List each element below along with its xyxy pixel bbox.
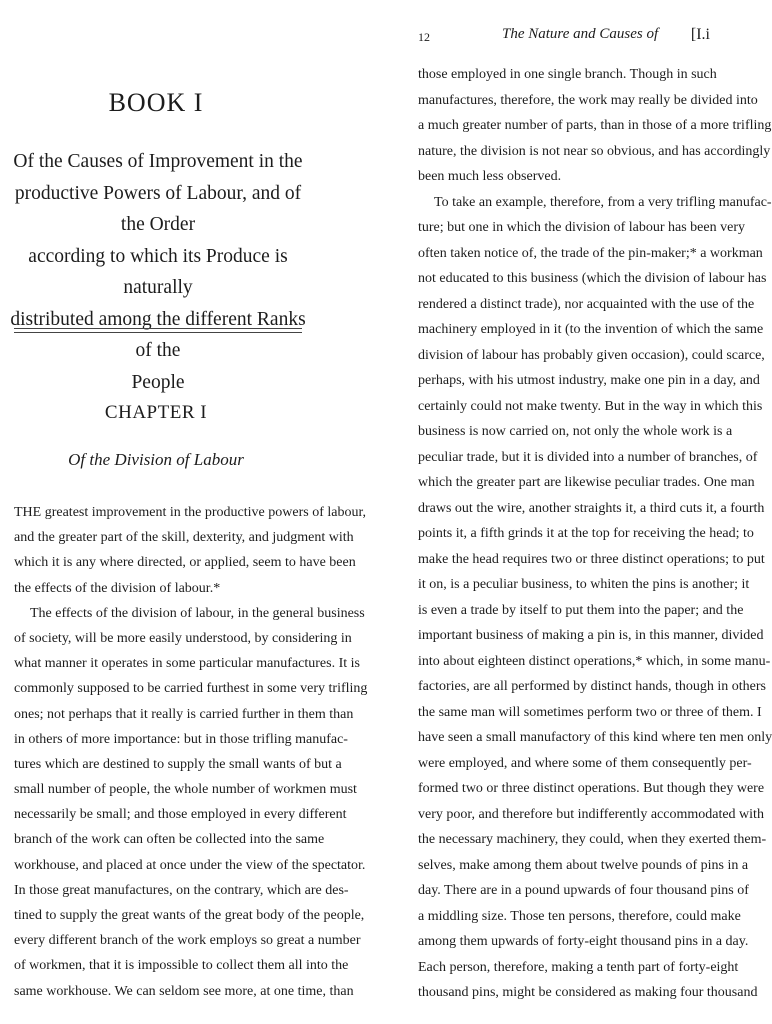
divider-rule	[14, 332, 302, 333]
text-line: To take an example, therefore, from a very trifling manufac-	[434, 194, 772, 210]
text-line: formed two or three distinct operations. But though they were	[418, 781, 765, 796]
book-subtitle-line: according to which its Produce is naturally	[28, 245, 288, 298]
book-subtitle-line: Of the Causes of Improvement in the	[13, 151, 303, 172]
text-line: make the head requires two or three distinct operations; to put	[418, 551, 765, 567]
book-subtitle-line: productive Powers of Labour, and of the Order	[14, 182, 302, 235]
text-line: Each person, therefore, making a tenth part of forty-eight	[418, 959, 739, 975]
text-line: manufactures, therefore, the work may really be divided into	[418, 92, 758, 108]
text-line: it on, is a peculiar business, to whiten the pins is another; it	[418, 577, 750, 592]
text-line: selves, make among them about twelve pounds of pins in a	[418, 857, 749, 873]
running-title: The Nature and Causes of	[502, 26, 659, 42]
text-line: not educated to this business (which the division of labour has	[418, 271, 767, 286]
text-line: ture; but one in which the division of labour has been very	[418, 220, 745, 235]
text-line: what manner it operates in some particular manufactures. It is	[14, 656, 360, 672]
book-subtitle-line: People	[131, 371, 185, 393]
text-line: were employed, and where some of them consequently per-	[418, 755, 752, 771]
text-line: the necessary machinery, they could, when they exerted them-	[418, 832, 767, 847]
text-line: is even a trade by itself to put them into the paper; and the	[418, 602, 744, 618]
divider-rule	[14, 328, 302, 329]
text-line: a middling size. Those ten persons, therefore, could make	[418, 908, 741, 924]
text-line: have seen a small manufactory of this kind where ten men only	[418, 730, 772, 745]
text-line: nature, the division is not near so obvious, and has accordingly	[418, 143, 771, 159]
text-line: business is now carried on, not only the whole work is a	[418, 424, 733, 439]
text-line: been much less observed.	[418, 169, 562, 184]
book-title: BOOK I	[108, 88, 204, 117]
text-line: of society, will be more easily understood, by considering in	[14, 630, 352, 646]
text-line: draws out the wire, another straights it, a third cuts it, a fourth	[418, 500, 765, 516]
text-line: rendered a distinct trade), nor acquainted with the use of the	[418, 296, 755, 312]
left-body-text	[14, 500, 368, 1004]
text-line: division of labour has probably given occasion), could scarce,	[418, 347, 765, 363]
text-line: commonly supposed to be carried furthest in some very trifling	[14, 681, 368, 697]
text-line: The effects of the division of labour, in the general business	[30, 605, 365, 621]
text-line: ones; not perhaps that it really is carried further in them than	[14, 706, 354, 722]
text-line: same workhouse. We can seldom see more, at one time, than	[14, 983, 354, 999]
text-line: In those great manufactures, on the contrary, which are des-	[14, 882, 349, 898]
right-body-text	[418, 62, 772, 1006]
text-line: branch of the work can often be collected into the same	[14, 832, 325, 848]
chapter-subtitle: Of the Division of Labour	[68, 450, 244, 469]
chapter-title: CHAPTER I	[104, 402, 208, 423]
text-line: workhouse, and placed at once under the view of the spectator.	[14, 857, 366, 873]
text-line: factories, are all performed by distinct hands, though in others	[418, 679, 766, 694]
text-line: peculiar trade, but it is divided into a number of branches, of	[418, 449, 758, 465]
text-line: the effects of the division of labour.*	[14, 580, 221, 596]
text-line: very poor, and therefore but indifferently accommodated with	[418, 806, 764, 822]
left-page	[0, 0, 384, 1024]
text-line: tures which are destined to supply the small wants of but a	[14, 756, 342, 772]
page-number: 12	[418, 30, 430, 44]
text-line: machinery employed in it (to the invention of which the same	[418, 322, 764, 337]
text-line: the same man will sometimes perform two or three of them. I	[418, 704, 762, 720]
text-line: among them upwards of forty-eight thousand pins in a day.	[418, 934, 749, 949]
text-line: which the greater part are likewise peculiar trades. One man	[418, 475, 755, 490]
text-line: necessarily be small; and those employed in every different	[14, 807, 347, 823]
text-line: of workmen, that it is impossible to collect them all into the	[14, 958, 349, 974]
text-line: certainly could not make twenty. But in the way in which this	[418, 398, 763, 414]
text-line: thousand pins, might be considered as making four thousand	[418, 985, 758, 1000]
text-line: in others of more importance: but in those trifling manufac-	[14, 731, 348, 747]
text-line: every different branch of the work employs so great a number	[14, 933, 361, 949]
text-line: tined to supply the great wants of the great body of the people,	[14, 908, 365, 923]
text-line: into about eighteen distinct operations,* which, in some manu-	[418, 653, 771, 669]
text-line: day. There are in a pound upwards of four thousand pins of	[418, 883, 749, 898]
book-subtitle	[10, 146, 306, 398]
text-line: small number of people, the whole number of workmen must	[14, 782, 357, 798]
section-mark: [I.i	[690, 26, 710, 43]
text-line: points it, a fifth grinds it at the top for receiving the head; to	[418, 526, 754, 541]
text-line: often taken notice of, the trade of the pin-maker;* a workman	[418, 245, 763, 261]
text-line: a much greater number of parts, than in those of a more trifling	[418, 118, 772, 133]
right-page	[384, 0, 772, 1024]
text-line: important business of making a pin is, in this manner, divided	[418, 628, 764, 643]
text-line: which it is any where directed, or applied, seem to have been	[14, 555, 356, 571]
text-line: THE greatest improvement in the productive powers of labour,	[14, 505, 367, 520]
text-line: those employed in one single branch. Though in such	[418, 67, 717, 82]
text-line: and the greater part of the skill, dexterity, and judgment with	[14, 530, 354, 546]
book-subtitle-line: distributed among the different Ranks of the	[10, 308, 306, 361]
running-header	[418, 24, 710, 50]
text-line: perhaps, with his utmost industry, make one pin in a day, and	[418, 373, 760, 388]
